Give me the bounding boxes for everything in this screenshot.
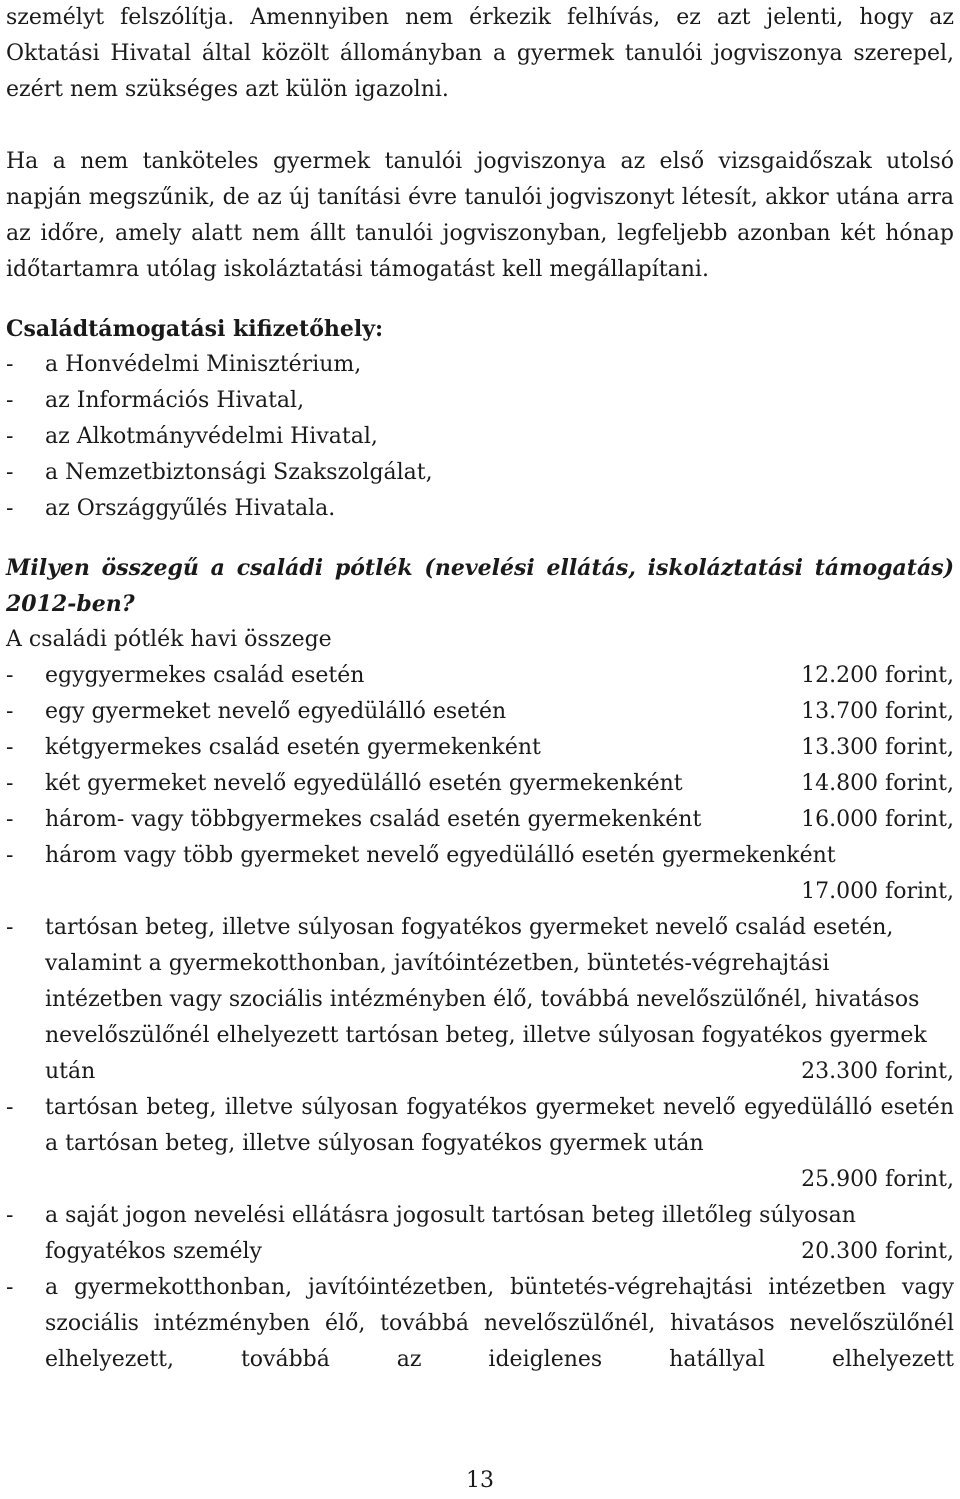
dash: -: [6, 1095, 14, 1120]
amount: 17.000 forint,: [801, 879, 954, 904]
dash: -: [6, 843, 14, 868]
dash: -: [6, 915, 14, 940]
dash: -: [6, 807, 14, 832]
dash: -: [6, 735, 14, 760]
amount: 23.300 forint,: [801, 1059, 954, 1084]
intro-paragraph-2: Ha a nem tanköteles gyermek tanulói jogviszonya az első vizsgaidőszak utolsó napján megszűnik, de az új tanítási évre tanulói jogviszonyt létesít, akkor utána arra az időre, amely alatt nem állt tanulói jogviszonyban, legfeljebb azonban két hónap időtartamra utólag iskoláztatási támogatást kell megállapítani.: [6, 149, 954, 282]
list-item: - tartósan beteg, illetve súlyosan fogyatékos gyermeket nevelő család esetén, valamint a gyermekotthonban, javítóintézetben, büntetés-végrehajtási intézetben vagy szociális intézményben élő, továbbá nevelőszülőnél, hivatásos nevelőszülőnél elhelyezett tartósan beteg, illetve súlyosan fogyatékos gyermek után 23.300 forint,: [6, 910, 954, 1090]
list-item: - egygyermekes család esetén 12.200 forint,: [6, 658, 954, 694]
amount: 14.800 forint,: [801, 771, 954, 796]
list-item: - három vagy több gyermeket nevelő egyedülálló esetén gyermekenként 17.000 forint,: [6, 838, 954, 910]
amount: 12.200 forint,: [801, 663, 954, 688]
list-item: - két gyermeket nevelő egyedülálló esetén gyermekenként 14.800 forint,: [6, 766, 954, 802]
amount: 13.700 forint,: [801, 699, 954, 724]
list-item: - a Honvédelmi Minisztérium,: [6, 347, 954, 383]
list-item: - a Nemzetbiztonsági Szakszolgálat,: [6, 455, 954, 491]
dash: -: [6, 460, 14, 485]
payers-list: [6, 347, 954, 527]
amounts-question: Milyen összegű a családi pótlék (nevelési ellátás, iskoláztatási támogatás) 2012-ben?: [6, 555, 954, 617]
list-item: - az Országgyűlés Hivatala.: [6, 491, 954, 527]
dash: -: [6, 424, 14, 449]
list-item: - egy gyermeket nevelő egyedülálló esetén 13.700 forint,: [6, 694, 954, 730]
payers-heading: Családtámogatási kifizetőhely:: [6, 316, 384, 342]
list-item: - az Információs Hivatal,: [6, 383, 954, 419]
list-item: - a gyermekotthonban, javítóintézetben, büntetés-végrehajtási intézetben vagy szociális intézményben élő, továbbá nevelőszülőnél, hivatásos nevelőszülőnél elhelyezett, továbbá az ideiglenes hatállyal elhelyezett: [6, 1270, 954, 1378]
amount: 16.000 forint,: [801, 807, 954, 832]
dash: -: [6, 663, 14, 688]
dash: -: [6, 496, 14, 521]
dash: -: [6, 352, 14, 377]
list-item: - három- vagy többgyermekes család esetén gyermekenként 16.000 forint,: [6, 802, 954, 838]
document-page: [6, 0, 954, 1378]
list-item: - a saját jogon nevelési ellátásra jogosult tartósan beteg illetőleg súlyosan fogyatékos személy 20.300 forint,: [6, 1198, 954, 1270]
amounts-list: [6, 658, 954, 1378]
amounts-intro: A családi pótlék havi összege: [6, 627, 332, 652]
list-item: - kétgyermekes család esetén gyermekenként 13.300 forint,: [6, 730, 954, 766]
dash: -: [6, 388, 14, 413]
dash: -: [6, 771, 14, 796]
dash: -: [6, 1275, 14, 1300]
intro-paragraph-1: személyt felszólítja. Amennyiben nem érkezik felhívás, ez azt jelenti, hogy az Oktatási Hivatal által közölt állományban a gyermek tanulói jogviszonya szerepel, ezért nem szükséges azt külön igazolni.: [6, 5, 954, 102]
dash: -: [6, 699, 14, 724]
amount: 13.300 forint,: [801, 735, 954, 760]
page-number: 13: [466, 1468, 494, 1493]
amount: 25.900 forint,: [801, 1167, 954, 1192]
amount: 20.300 forint,: [801, 1239, 954, 1264]
list-item: - tartósan beteg, illetve súlyosan fogyatékos gyermeket nevelő egyedülálló esetén a tartósan beteg, illetve súlyosan fogyatékos gyermek után 25.900 forint,: [6, 1090, 954, 1198]
list-item: - az Alkotmányvédelmi Hivatal,: [6, 419, 954, 455]
dash: -: [6, 1203, 14, 1228]
